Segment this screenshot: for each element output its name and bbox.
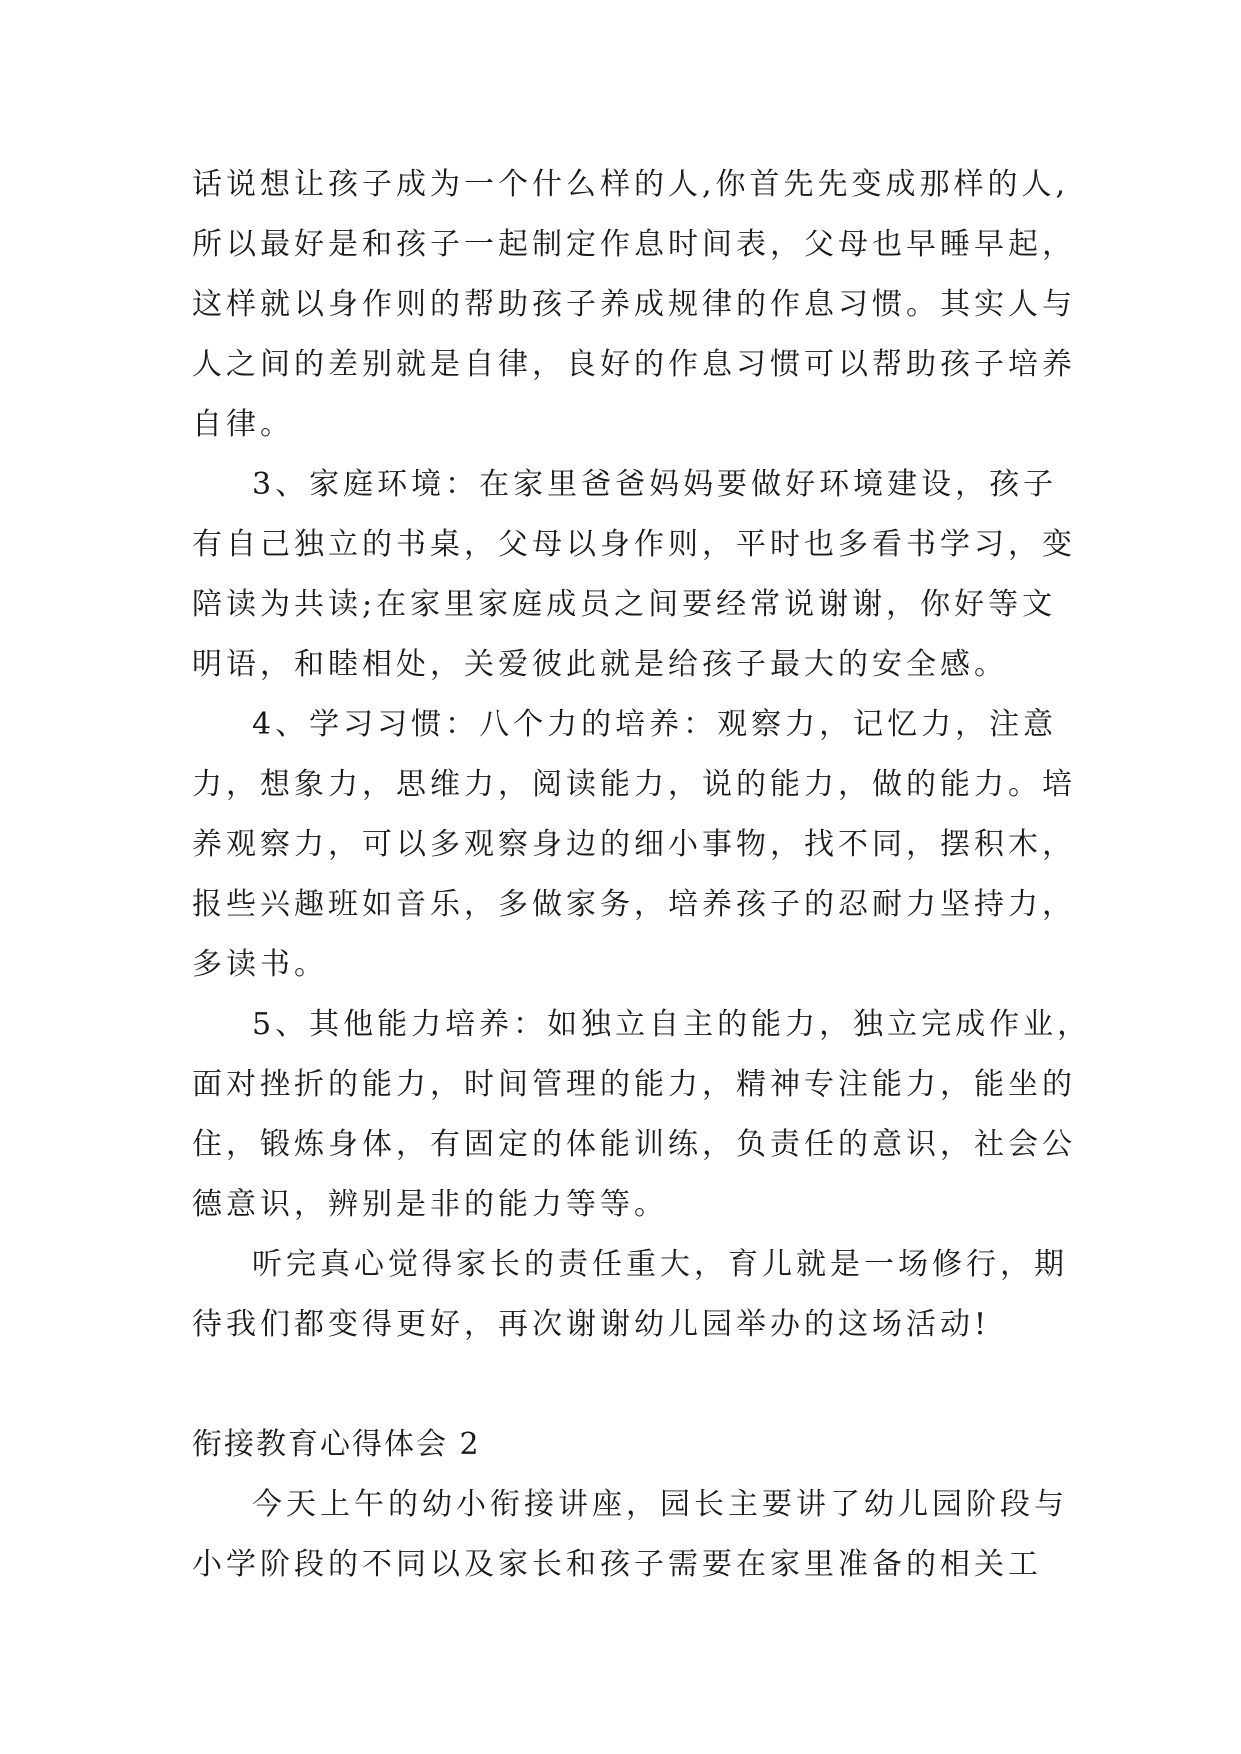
text-line: 明语，和睦相处，关爱彼此就是给孩子最大的安全感。 <box>192 647 1008 682</box>
document-body <box>192 155 1092 1595</box>
text-line: 自律。 <box>192 407 294 442</box>
section-heading: 衔接教育心得体会 2 <box>192 1427 481 1462</box>
text-line: 力，想象力，思维力，阅读能力，说的能力，做的能力。培 <box>192 767 1076 802</box>
text-line: 听完真心觉得家长的责任重大，育儿就是一场修行，期 <box>252 1247 1068 1282</box>
paragraph-2-continued <box>192 155 1076 455</box>
text-line: 养观察力，可以多观察身边的细小事物，找不同，摆积木， <box>192 827 1076 862</box>
text-line: 3、家庭环境：在家里爸爸妈妈要做好环境建设，孩子 <box>252 467 1058 502</box>
text-line: 今天上午的幼小衔接讲座，园长主要讲了幼儿园阶段与 <box>252 1487 1068 1522</box>
text-line: 报些兴趣班如音乐，多做家务，培养孩子的忍耐力坚持力， <box>192 887 1076 922</box>
text-line: 待我们都变得更好，再次谢谢幼儿园举办的这场活动! <box>192 1307 991 1342</box>
text-line: 这样就以身作则的帮助孩子养成规律的作息习惯。其实人与 <box>192 287 1076 322</box>
text-line: 有自己独立的书桌，父母以身作则，平时也多看书学习，变 <box>192 527 1076 562</box>
text-line: 4、学习习惯：八个力的培养：观察力，记忆力，注意 <box>252 707 1058 742</box>
text-line: 住，锻炼身体，有固定的体能训练，负责任的意识，社会公 <box>192 1127 1076 1162</box>
text-line: 陪读为共读;在家里家庭成员之间要经常说谢谢，你好等文 <box>192 587 1057 622</box>
paragraph-3-home-environment <box>192 455 1076 695</box>
text-line: 人之间的差别就是自律，良好的作息习惯可以帮助孩子培养 <box>192 347 1076 382</box>
paragraph-lecture-intro <box>192 1475 1072 1595</box>
text-line: 所以最好是和孩子一起制定作息时间表，父母也早睡早起， <box>192 227 1076 262</box>
paragraph-5-other-abilities <box>192 995 1092 1235</box>
text-line: 5、其他能力培养：如独立自主的能力，独立完成作业， <box>252 1007 1092 1042</box>
text-line: 德意识，辨别是非的能力等等。 <box>192 1187 668 1222</box>
text-line: 话说想让孩子成为一个什么样的人,你首先先变成那样的人, <box>192 167 1070 202</box>
text-line: 面对挫折的能力，时间管理的能力，精神专注能力，能坐的 <box>192 1067 1076 1102</box>
text-line: 多读书。 <box>192 947 328 982</box>
paragraph-conclusion <box>192 1235 1072 1355</box>
text-line: 小学阶段的不同以及家长和孩子需要在家里准备的相关工 <box>192 1547 1042 1582</box>
paragraph-4-study-habits <box>192 695 1076 995</box>
